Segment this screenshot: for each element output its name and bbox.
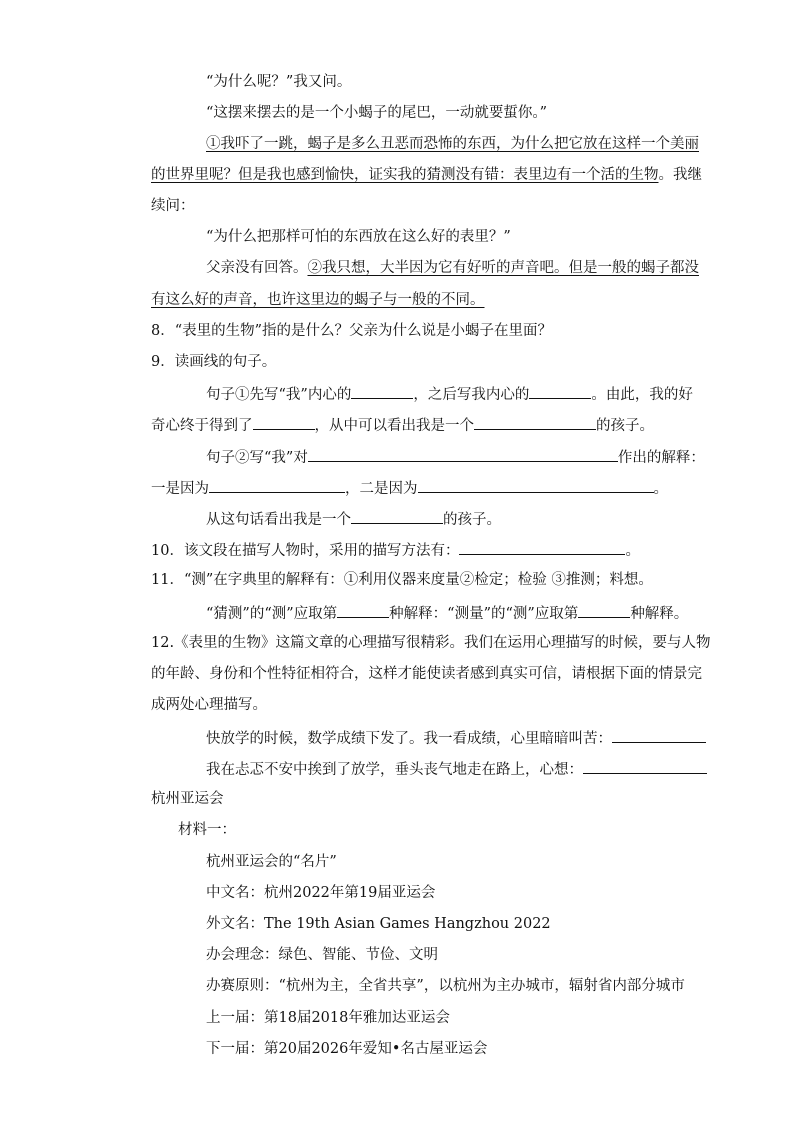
material-heading: 杭州亚运会的“名片” [206,854,337,870]
question-12-line: 成两处心理描写。 [151,697,267,713]
paragraph-line: 的世界里呢？但是我也感到愉快，证实我的猜测没有错：表里边有一个活的生物。我继 [151,167,702,183]
q11-line-2: “猜测”的“测”应取第 种解释：“测量”的“测”应取第 种解释。 [206,602,688,624]
answer-blank[interactable] [351,383,413,399]
material-label: 材料一： [178,822,236,838]
question-10: 10．该文段在描写人物时，采用的描写方法有： 。 [151,539,640,561]
answer-blank[interactable] [418,477,654,493]
underlined-sentence-2: 有这么好的声音，也许这里边的蝎子与一般的不同。 [151,292,485,308]
answer-blank[interactable] [459,539,625,555]
dialogue-line: “为什么呢？”我又问。 [206,74,352,90]
question-8: 8．“表里的生物”指的是什么？父亲为什么说是小蝎子在里面？ [151,323,553,339]
material-item: 上一届：第18届2018年雅加达亚运会 [206,1010,450,1026]
answer-blank[interactable] [337,602,389,618]
answer-blank[interactable] [209,477,345,493]
q9-line-5: 从这句话看出我是一个 的孩子。 [206,508,501,530]
q9-line-3: 句子②写“我”对 作出的解释： [206,446,705,468]
paragraph-line: 父亲没有回答。②我只想，大半因为它有好听的声音吧。但是一般的蝎子都没 [206,260,699,276]
answer-blank[interactable] [583,758,707,774]
answer-blank[interactable] [308,446,618,462]
question-9: 9．读画线的句子。 [151,354,277,370]
answer-blank[interactable] [253,414,315,430]
q9-line-4: 一是因为 ，二是因为 。 [151,477,668,499]
q12-scenario-2: 我在忐忑不安中挨到了放学，垂头丧气地走在路上，心想： [206,758,707,780]
q12-scenario-1: 快放学的时候，数学成绩下发了。我一看成绩，心里暗暗叫苦： [206,727,706,749]
answer-blank[interactable] [529,383,591,399]
answer-blank[interactable] [578,602,630,618]
underlined-sentence-1: ①我吓了一跳，蝎子是多么丑恶而恐怖的东西，为什么把它放在这样一个美丽 [206,136,699,152]
dialogue-line: “这摆来摆去的是一个小蝎子的尾巴，一动就要蜇你。” [206,105,548,121]
material-item: 外文名：The 19th Asian Games Hangzhou 2022 [206,916,551,932]
question-12-line: 的年龄、身份和个性特征相符合，这样才能使读者感到真实可信，请根据下面的情景完 [151,666,702,682]
section-title: 杭州亚运会 [151,791,224,807]
answer-blank[interactable] [612,727,706,743]
q9-line-2: 奇心终于得到了 ，从中可以看出我是一个 的孩子。 [151,414,654,436]
question-11: 11．“测”在字典里的解释有：①利用仪器来度量②检定；检验 ③推测；料想。 [151,572,653,588]
material-item: 办赛原则：“杭州为主，全省共享”，以杭州为主办城市，辐射省内部分城市 [206,978,685,994]
paragraph-line: 续问： [151,198,195,214]
answer-blank[interactable] [351,508,443,524]
material-item: 中文名：杭州2022年第19届亚运会 [206,885,436,901]
question-12: 12.《表里的生物》这篇文章的心理描写很精彩。我们在运用心理描写的时候，要与人物 [151,635,711,651]
q9-line-1: 句子①先写“我”内心的 ，之后写我内心的 。由此，我的好 [206,383,693,405]
material-item: 下一届：第20届2026年爱知•名古屋亚运会 [206,1041,488,1057]
material-item: 办会理念：绿色、智能、节俭、文明 [206,947,438,963]
answer-blank[interactable] [474,414,596,430]
dialogue-line: “为什么把那样可怕的东西放在这么好的表里？” [206,229,511,245]
